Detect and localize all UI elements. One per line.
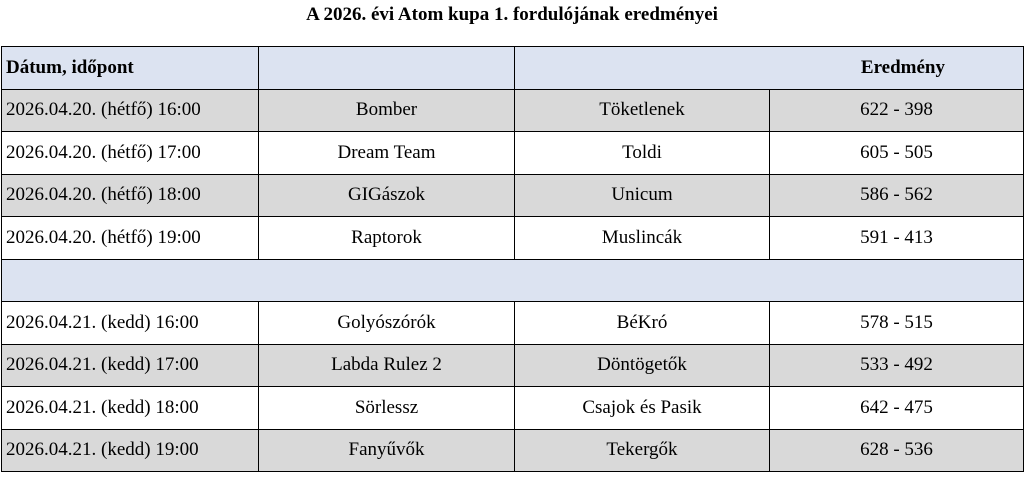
table-row — [2, 302, 1024, 345]
home-team: Labda Rulez 2 — [259, 344, 515, 387]
match-score: 605 - 505 — [770, 132, 1024, 175]
match-score: 578 - 515 — [770, 302, 1024, 345]
match-datetime: 2026.04.20. (hétfő) 17:00 — [2, 132, 259, 175]
table-row — [2, 89, 1024, 132]
match-score: 533 - 492 — [770, 344, 1024, 387]
match-datetime: 2026.04.20. (hétfő) 16:00 — [2, 89, 259, 132]
match-score: 642 - 475 — [770, 387, 1024, 430]
home-team: GIGászok — [259, 174, 515, 217]
date-header: Dátum, időpont — [2, 47, 259, 90]
result-header: Eredmény — [515, 47, 1024, 90]
table-row — [2, 429, 1024, 472]
away-team: Toldi — [515, 132, 770, 175]
match-datetime: 2026.04.21. (kedd) 18:00 — [2, 387, 259, 430]
day-separator-row — [2, 259, 1024, 302]
away-team: Tekergők — [515, 429, 770, 472]
match-datetime: 2026.04.20. (hétfő) 19:00 — [2, 217, 259, 260]
table-row — [2, 387, 1024, 430]
away-team: Döntögetők — [515, 344, 770, 387]
away-team: Töketlenek — [515, 89, 770, 132]
table-row — [2, 132, 1024, 175]
table-row — [2, 344, 1024, 387]
results-table — [1, 46, 1024, 472]
away-team: BéKró — [515, 302, 770, 345]
home-team-header — [259, 47, 515, 90]
day-separator — [2, 259, 1024, 302]
home-team: Dream Team — [259, 132, 515, 175]
table-header-row — [2, 47, 1024, 90]
match-score: 622 - 398 — [770, 89, 1024, 132]
match-datetime: 2026.04.21. (kedd) 19:00 — [2, 429, 259, 472]
home-team: Raptorok — [259, 217, 515, 260]
match-score: 586 - 562 — [770, 174, 1024, 217]
home-team: Golyószórók — [259, 302, 515, 345]
match-datetime: 2026.04.21. (kedd) 16:00 — [2, 302, 259, 345]
match-score: 628 - 536 — [770, 429, 1024, 472]
page-title: A 2026. évi Atom kupa 1. fordulójának eredményei — [306, 4, 718, 25]
home-team: Sörlessz — [259, 387, 515, 430]
match-datetime: 2026.04.20. (hétfő) 18:00 — [2, 174, 259, 217]
away-team: Muslincák — [515, 217, 770, 260]
table-row — [2, 174, 1024, 217]
away-team: Unicum — [515, 174, 770, 217]
away-team: Csajok és Pasik — [515, 387, 770, 430]
table-row — [2, 217, 1024, 260]
home-team: Bomber — [259, 89, 515, 132]
home-team: Fanyűvők — [259, 429, 515, 472]
match-score: 591 - 413 — [770, 217, 1024, 260]
match-datetime: 2026.04.21. (kedd) 17:00 — [2, 344, 259, 387]
